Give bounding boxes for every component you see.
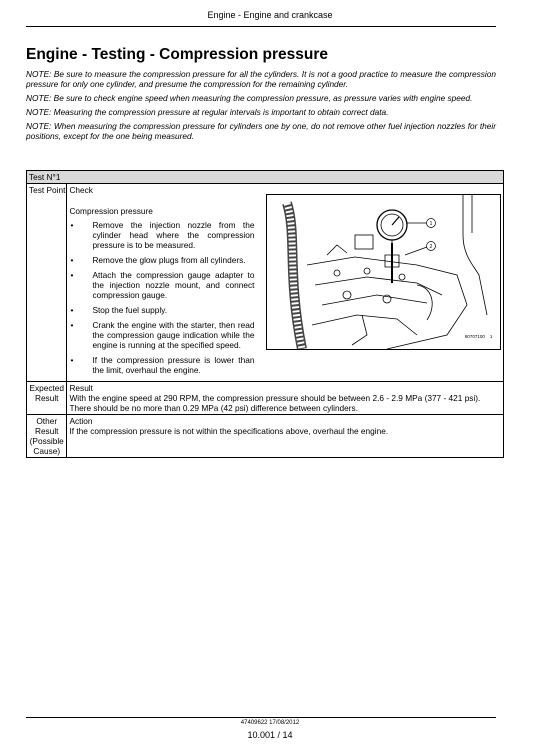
notes-block	[26, 69, 496, 145]
compression-gauge-figure	[266, 194, 501, 350]
step-item	[69, 255, 254, 265]
test-table	[26, 170, 504, 458]
header-rule	[26, 26, 496, 27]
bullet: •	[70, 355, 74, 365]
step-item	[69, 320, 254, 350]
other-result-label: Other Result (Possible Cause)	[27, 415, 67, 458]
callout-2-label: 2	[430, 244, 433, 250]
step-text: If the compression pressure is lower than the limit, overhaul the engine.	[92, 355, 255, 375]
footer-page-number: 10.001 / 14	[247, 730, 293, 740]
note-1: NOTE: Be sure to measure the compression pressure for all the cylinders. It is not a good practice to measure the compression pressure for only one cylinder, and presume the compression for the remaining cylinder.	[26, 69, 496, 89]
test-number-cell: Test N°1	[27, 171, 504, 184]
step-item	[69, 355, 254, 375]
check-cell	[67, 184, 504, 382]
figure-code: 80707100	[464, 334, 485, 339]
expected-result-label: Expected Result	[27, 382, 67, 415]
footer-doc-ref: 47409622 17/08/2012	[240, 720, 300, 726]
footer-rule	[26, 717, 496, 718]
page-title: Engine - Testing - Compression pressure	[26, 46, 329, 63]
action-cell	[67, 415, 504, 458]
step-text: Attach the compression gauge adapter to the injection nozzle mount, and connect compression gauge.	[92, 270, 255, 300]
figure-number: 1	[489, 334, 493, 339]
test-point-label: Test Point	[27, 184, 67, 382]
action-heading: Action	[69, 416, 93, 426]
callout-1-label: 1	[430, 221, 433, 227]
bullet: •	[70, 220, 74, 230]
running-header: Engine - Engine and crankcase	[207, 10, 333, 20]
bullet: •	[70, 305, 74, 315]
action-text: If the compression pressure is not within the specifications above, overhaul the engine.	[69, 426, 389, 436]
note-2: NOTE: Be sure to check engine speed when measuring the compression pressure, as pressure varies with engine speed.	[26, 93, 473, 103]
bullet: •	[70, 320, 74, 330]
step-item	[69, 305, 254, 315]
step-text: Remove the glow plugs from all cylinders.	[92, 255, 246, 265]
bullet: •	[70, 270, 74, 280]
step-item	[69, 270, 254, 300]
result-cell	[67, 382, 504, 415]
step-item	[69, 220, 254, 250]
step-text: Crank the engine with the starter, then read the compression gauge indication while the engine is running at the specified speed.	[92, 320, 255, 350]
check-heading: Check	[69, 185, 93, 195]
figure-caption	[465, 332, 493, 342]
check-title: Compression pressure	[69, 206, 153, 216]
step-text: Remove the injection nozzle from the cylinder head where the compression pressure is to be measured.	[92, 220, 255, 250]
step-text: Stop the fuel supply.	[92, 305, 168, 315]
bullet: •	[70, 255, 74, 265]
note-3: NOTE: Measuring the compression pressure at regular intervals is important to obtain correct data.	[26, 107, 389, 117]
result-text: With the engine speed at 290 RPM, the compression pressure should be between 2.6 - 2.9 MPa (377 - 421 psi). There should be no more than 0.29 MPa (42 psi) difference between cylinders.	[69, 393, 481, 413]
note-4: NOTE: When measuring the compression pressure for cylinders one by one, do not remove other fuel injection nozzles for their positions, except for the one being measured.	[26, 121, 496, 141]
engine-illustration	[267, 195, 500, 349]
check-steps	[69, 195, 254, 380]
result-heading: Result	[69, 383, 93, 393]
